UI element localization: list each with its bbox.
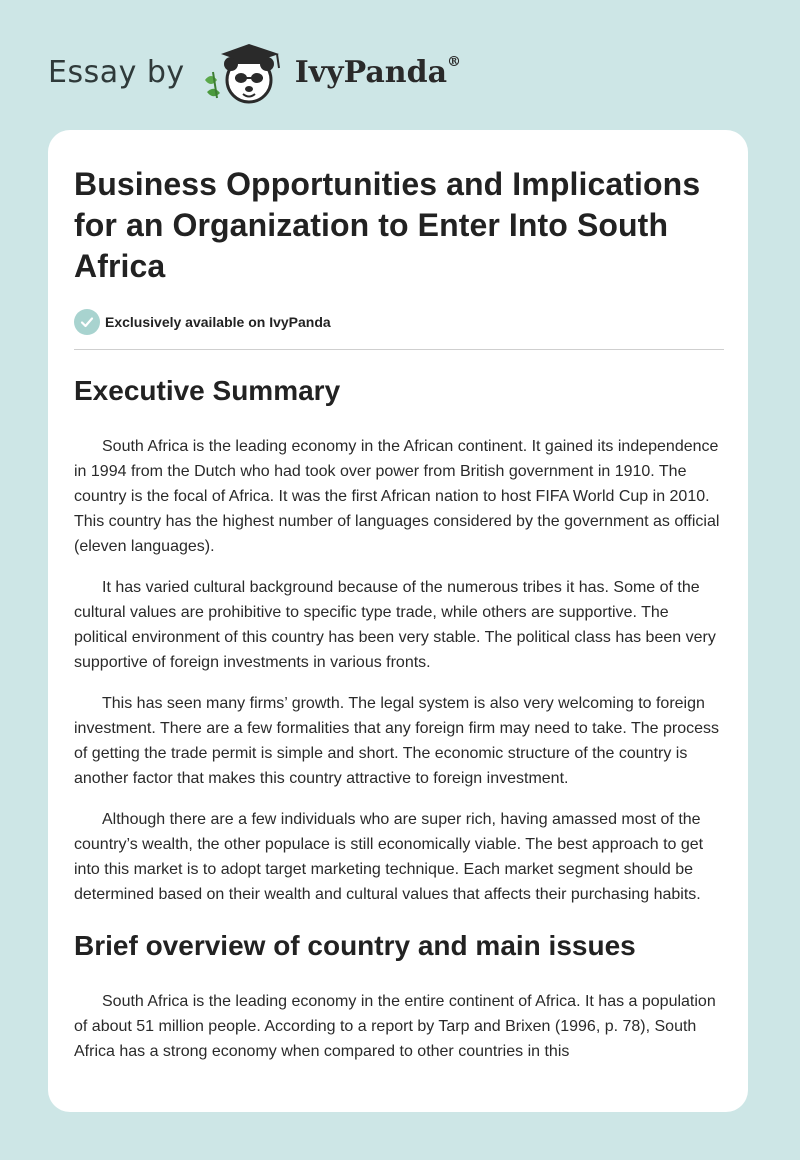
- section-heading-executive-summary: Executive Summary: [74, 375, 341, 406]
- site-header: [48, 36, 461, 108]
- panda-logo-icon[interactable]: [199, 36, 289, 108]
- exclusive-badge-label: Exclusively available on IvyPanda: [105, 314, 331, 330]
- page-title: Business Opportunities and Implications for an Organization to Enter Into South Africa: [74, 166, 701, 284]
- exclusive-badge: [74, 309, 724, 335]
- brand-name[interactable]: IvyPanda®: [294, 54, 462, 90]
- paragraph: It has varied cultural background because of the numerous tribes it has. Some of the cultural values are prohibitive to specific type trade, while others are supportive. The political environment of this country has been very stable. The political class has been very supportive of foreign investments in various fronts.: [74, 579, 716, 671]
- paragraph: South Africa is the leading economy in the entire continent of Africa. It has a population of about 51 million people. According to a report by Tarp and Brixen (1996, p. 78), South Africa has a strong economy when compared to other countries in this: [74, 993, 716, 1060]
- check-icon: [74, 309, 100, 335]
- paragraph: This has seen many firms’ growth. The legal system is also very welcoming to foreign investment. There are a few formalities that any foreign firm may need to take. The process of getting the trade permit is simple and short. The economic structure of the country is another factor that makes this country attractive to foreign investment.: [74, 695, 720, 787]
- essay-by-label: Essay by: [48, 54, 185, 90]
- essay-card: [48, 130, 748, 1112]
- essay-content: [74, 164, 724, 1064]
- section-heading-brief-overview: Brief overview of country and main issues: [74, 930, 636, 961]
- paragraph: Although there are a few individuals who are super rich, having amassed most of the country’s wealth, the other populace is still economically viable. The best approach to get into this market is to adopt target marketing technique. Each market segment should be determined based on their wealth and cultural values that affects their purchasing habits.: [74, 811, 704, 903]
- paragraph: South Africa is the leading economy in the African continent. It gained its independence in 1994 from the Dutch who had took over power from British government in 1910. The country is the focal of Africa. It was the first African nation to host FIFA World Cup in 2010. This country has the highest number of languages considered by the government as official (eleven languages).: [74, 438, 720, 555]
- registered-mark: ®: [447, 54, 462, 70]
- divider: [74, 349, 724, 350]
